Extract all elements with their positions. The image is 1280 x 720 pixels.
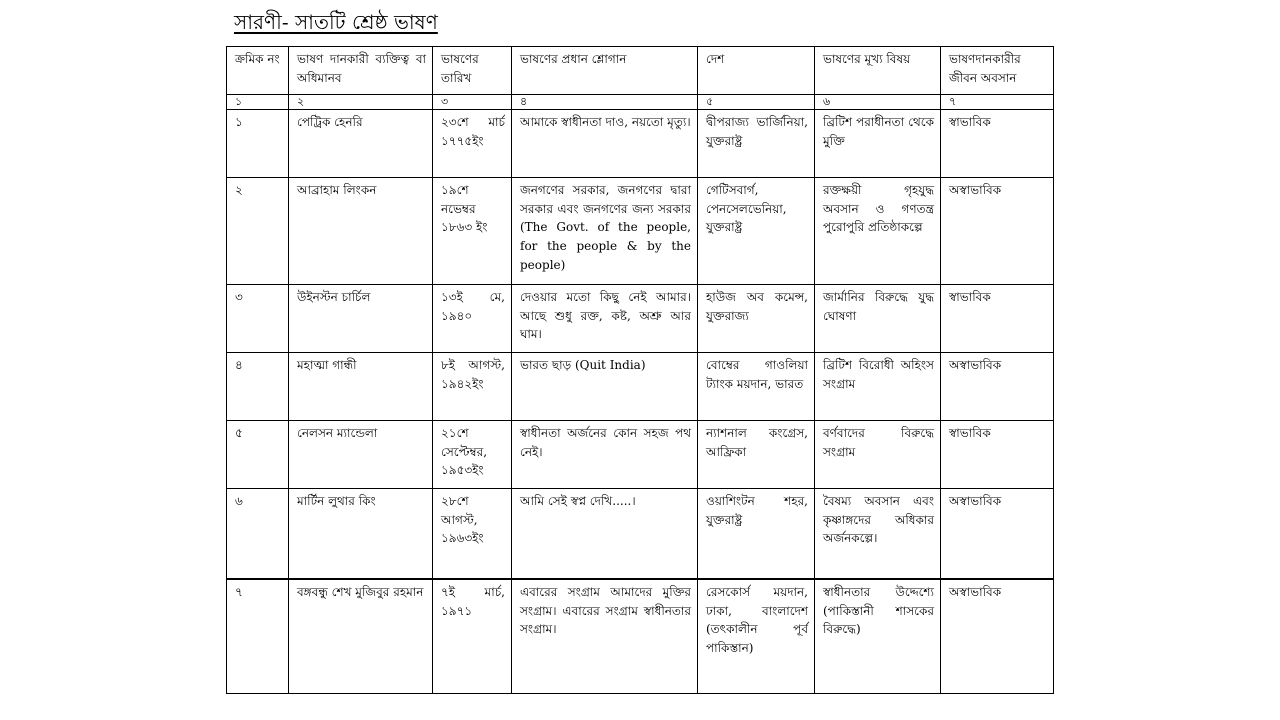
cell-slogan: স্বাধীনতা অর্জনের কোন সহজ পথ নেই। — [512, 421, 698, 489]
header-end-of-life: ভাষণদানকারীর জীবন অবসান — [941, 47, 1054, 95]
header-subject: ভাষণের মূখ্য বিষয় — [815, 47, 941, 95]
cell-serial: ৪ — [227, 353, 289, 421]
table-row — [227, 353, 1054, 421]
table-row — [227, 489, 1054, 580]
header-slogan: ভাষণের প্রধান শ্লোগান — [512, 47, 698, 95]
column-number: ৭ — [941, 95, 1054, 110]
cell-speaker: মার্টিন লুথার কিং — [289, 489, 433, 580]
table-header-row — [227, 47, 1054, 95]
cell-speaker: পেট্রিক হেনরি — [289, 110, 433, 178]
cell-end-of-life: অস্বাভাবিক — [941, 178, 1054, 285]
cell-country: দ্বীপরাজ্য ভার্জিনিয়া, যুক্তরাষ্ট্র — [698, 110, 815, 178]
speeches-table — [226, 46, 1054, 694]
cell-country: গেটিসবার্গ, পেনসেলভেনিয়া, যুক্তরাষ্ট্র — [698, 178, 815, 285]
cell-subject: ব্রিটিশ বিরোধী অহিংস সংগ্রাম — [815, 353, 941, 421]
cell-speaker: মহাত্মা গান্ধী — [289, 353, 433, 421]
cell-subject: বর্ণবাদের বিরুদ্ধে সংগ্রাম — [815, 421, 941, 489]
column-number-row — [227, 95, 1054, 110]
cell-serial: ৫ — [227, 421, 289, 489]
cell-country: রেসকোর্স ময়দান, ঢাকা, বাংলাদেশ (তৎকালীন পূর্ব পাকিস্তান) — [698, 579, 815, 694]
table-row — [227, 110, 1054, 178]
table-row — [227, 285, 1054, 353]
cell-date: ১৯শে নভেম্বর ১৮৬৩ ইং — [433, 178, 512, 285]
cell-subject: বৈষম্য অবসান এবং কৃষ্ণাঙ্গদের অধিকার অর্জনকল্পে। — [815, 489, 941, 580]
cell-slogan: আমি সেই স্বপ্ন দেখি.....। — [512, 489, 698, 580]
cell-slogan: ভারত ছাড় (Quit India) — [512, 353, 698, 421]
cell-end-of-life: অস্বাভাবিক — [941, 579, 1054, 694]
cell-serial: ৬ — [227, 489, 289, 580]
header-serial: ক্রমিক নং — [227, 47, 289, 95]
cell-country: হাউজ অব কমেন্স, যুক্তরাজ্য — [698, 285, 815, 353]
cell-end-of-life: অস্বাভাবিক — [941, 353, 1054, 421]
cell-serial: ৩ — [227, 285, 289, 353]
column-number: ২ — [289, 95, 433, 110]
column-number: ৫ — [698, 95, 815, 110]
cell-date: ২৮শে আগস্ট, ১৯৬৩ইং — [433, 489, 512, 580]
cell-subject: স্বাধীনতার উদ্দেশ্যে (পাকিস্তানী শাসকের বিরুদ্ধে) — [815, 579, 941, 694]
cell-date: ৮ই আগস্ট, ১৯৪২ইং — [433, 353, 512, 421]
column-number: ৪ — [512, 95, 698, 110]
cell-speaker: নেলসন ম্যান্ডেলা — [289, 421, 433, 489]
cell-end-of-life: স্বাভাবিক — [941, 110, 1054, 178]
header-speaker: ভাষণ দানকারী ব্যক্তিত্ব বা অধিমানব — [289, 47, 433, 95]
header-country: দেশ — [698, 47, 815, 95]
document-title: সারণী- সাতটি শ্রেষ্ঠ ভাষণ — [234, 10, 438, 34]
cell-serial: ২ — [227, 178, 289, 285]
cell-serial: ৭ — [227, 579, 289, 694]
table-row — [227, 178, 1054, 285]
cell-slogan: দেওয়ার মতো কিছু নেই আমার। আছে শুধু রক্ত, কষ্ট, অশ্রু আর ঘাম। — [512, 285, 698, 353]
cell-date: ২৩শে মার্চ ১৭৭৫ইং — [433, 110, 512, 178]
column-number: ৬ — [815, 95, 941, 110]
cell-date: ২১শে সেপ্টেম্বর, ১৯৫৩ইং — [433, 421, 512, 489]
table-row — [227, 579, 1054, 694]
cell-subject: রক্তক্ষয়ী গৃহযুদ্ধ অবসান ও গণতন্ত্র পুরোপুরি প্রতিষ্ঠাকল্পে — [815, 178, 941, 285]
cell-slogan: জনগণের সরকার, জনগণের দ্বারা সরকার এবং জনগণের জন্য সরকার (The Govt. of the people, for the people & by the people) — [512, 178, 698, 285]
cell-country: বোম্বের গাওলিয়া ট্যাংক ময়দান, ভারত — [698, 353, 815, 421]
header-date: ভাষণের তারিখ — [433, 47, 512, 95]
column-number: ১ — [227, 95, 289, 110]
cell-country: ওয়াশিংটন শহর, যুক্তরাষ্ট্র — [698, 489, 815, 580]
cell-date: ৭ই মার্চ, ১৯৭১ — [433, 579, 512, 694]
cell-date: ১৩ই মে, ১৯৪০ — [433, 285, 512, 353]
cell-speaker: উইনস্টন চার্চিল — [289, 285, 433, 353]
cell-slogan: আমাকে স্বাধীনতা দাও, নয়তো মৃত্যু। — [512, 110, 698, 178]
cell-subject: ব্রিটিশ পরাধীনতা থেকে মুক্তি — [815, 110, 941, 178]
cell-country: ন্যাশনাল কংগ্রেস, আফ্রিকা — [698, 421, 815, 489]
cell-serial: ১ — [227, 110, 289, 178]
cell-speaker: আব্রাহাম লিংকন — [289, 178, 433, 285]
cell-speaker: বঙ্গবন্ধু শেখ মুজিবুর রহমান — [289, 579, 433, 694]
table-row — [227, 421, 1054, 489]
cell-subject: জার্মানির বিরুদ্ধে যুদ্ধ ঘোষণা — [815, 285, 941, 353]
cell-end-of-life: স্বাভাবিক — [941, 421, 1054, 489]
cell-slogan: এবারের সংগ্রাম আমাদের মুক্তির সংগ্রাম। এবারের সংগ্রাম স্বাধীনতার সংগ্রাম। — [512, 579, 698, 694]
column-number: ৩ — [433, 95, 512, 110]
cell-end-of-life: স্বাভাবিক — [941, 285, 1054, 353]
cell-end-of-life: অস্বাভাবিক — [941, 489, 1054, 580]
